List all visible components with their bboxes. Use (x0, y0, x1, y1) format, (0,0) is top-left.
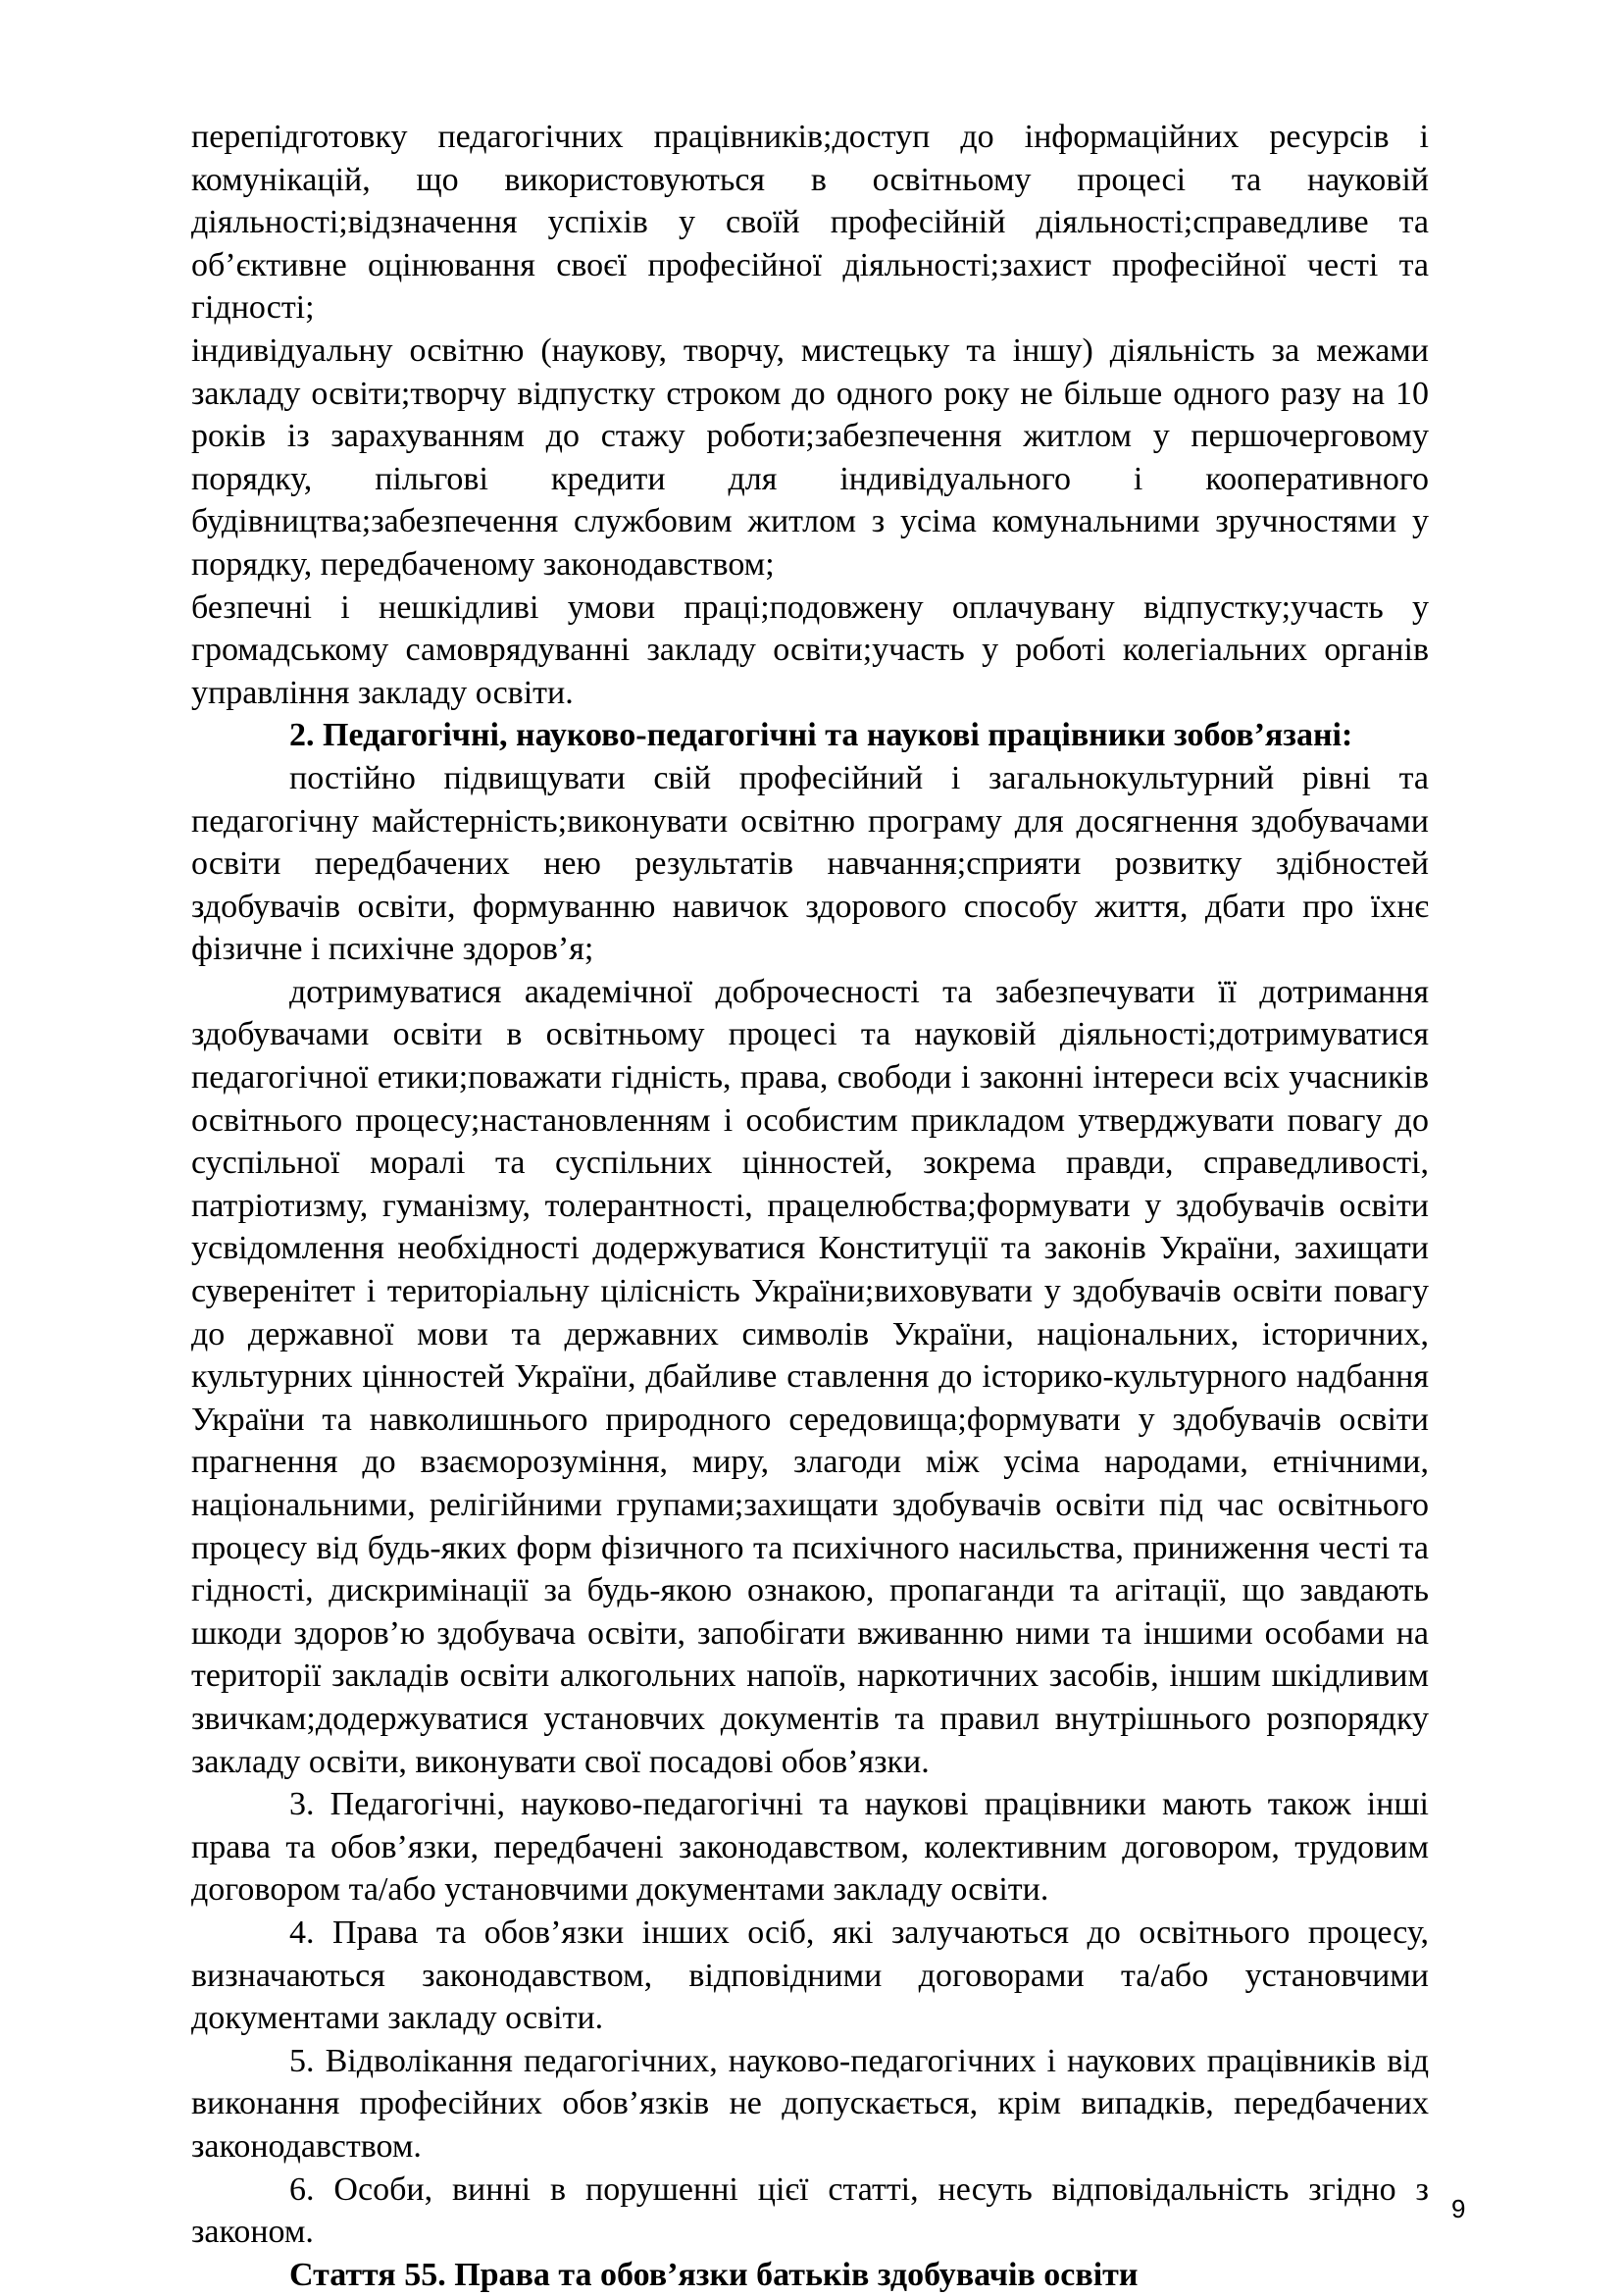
section-heading-duties: 2. Педагогічні, науково-педагогічні та наукові працівники зобов’язані: (289, 717, 1353, 754)
page-body (191, 116, 1429, 2296)
paragraph-item-4: 4. Права та обов’язки інших осіб, які залучаються до освітнього процесу, визначаються законодавством, відповідними договорами та/або установчими документами закладу освіти. (191, 1913, 1429, 2037)
paragraph-rights-continuation-1: перепідготовку педагогічних працівників;доступ до інформаційних ресурсів і комунікацій, що використовуються в освітньому процесі та науковій діяльності;відзначення успіхів у своїй професійній діяльності;справедливе та об’єктивне оцінювання своєї професійної діяльності;захист професійної честі та гідності; (191, 119, 1429, 327)
article-heading-55: Стаття 55. Права та обов’язки батьків здобувачів освіти (289, 2256, 1139, 2293)
paragraph-item-6: 6. Особи, винні в порушенні цієї статті, несуть відповідальність згідно з законом. (191, 2170, 1429, 2251)
page-number: 9 (1451, 2194, 1466, 2223)
paragraph-item-5: 5. Відволікання педагогічних, науково-педагогічних і наукових працівників від виконання професійних обов’язків не допускається, крім випадків, передбачених законодавством. (191, 2042, 1429, 2165)
paragraph-rights-continuation-3: безпечні і нешкідливі умови праці;подовжену оплачувану відпустку;участь у громадському самоврядуванні закладу освіти;участь у роботі колегіальних органів управління закладу освіти. (191, 588, 1429, 711)
paragraph-duties-2: дотримуватися академічної доброчесності та забезпечувати її дотримання здобувачами освіти в освітньому процесі та науковій діяльності;дотримуватися педагогічної етики;поважати гідність, права, свободи і законні інтереси всіх учасників освітнього процесу;настановленням і особистим прикладом утверджувати повагу до суспільної моралі та суспільних цінностей, зокрема правди, справедливості, патріотизму, гуманізму, толерантності, працелюбства;формувати у здобувачів освіти усвідомлення необхідності додержуватися Конституції та законів України, захищати суверенітет і територіальну цілісність України;виховувати у здобувачів освіти повагу до державної мови та державних символів України, національних, історичних, культурних цінностей України, дбайливе ставлення до історико-культурного надбання України та навколишнього природного середовища;формувати у здобувачів освіти прагнення до взаєморозуміння, миру, злагоди між усіма народами, етнічними, національними, релігійними групами;захищати здобувачів освіти під час освітнього процесу від будь-яких форм фізичного та психічного насильства, приниження честі та гідності, дискримінації за будь-якою ознакою, пропаганди та агітації, що завдають шкоди здоров’ю здобувача освіти, запобігати вживанню ними та іншими особами на території закладів освіти алкогольних напоїв, наркотичних засобів, іншим шкідливим звичкам;додержуватися установчих документів та правил внутрішнього розпорядку закладу освіти, виконувати свої посадові обов’язки. (191, 973, 1429, 1780)
paragraph-item-3: 3. Педагогічні, науково-педагогічні та наукові працівники мають також інші права та обов’язки, передбачені законодавством, колективним договором, трудовим договором та/або установчими документами закладу освіти. (191, 1786, 1429, 1909)
paragraph-rights-continuation-2: індивідуальну освітню (наукову, творчу, мистецьку та іншу) діяльність за межами закладу освіти;творчу відпустку строком до одного року не більше одного разу на 10 років із зарахуванням до стажу роботи;забезпечення житлом у першочерговому порядку, пільгові кредити для індивідуального і кооперативного будівництва;забезпечення службовим житлом з усіма комунальними зручностями у порядку, передбаченому законодавством; (191, 332, 1429, 583)
paragraph-duties-1: постійно підвищувати свій професійний і загальнокультурний рівні та педагогічну майстерність;виконувати освітню програму для досягнення здобувачами освіти передбачених нею результатів навчання;сприяти розвитку здібностей здобувачів освіти, формуванню навичок здорового способу життя, дбати про їхнє фізичне і психічне здоров’я; (191, 759, 1429, 968)
